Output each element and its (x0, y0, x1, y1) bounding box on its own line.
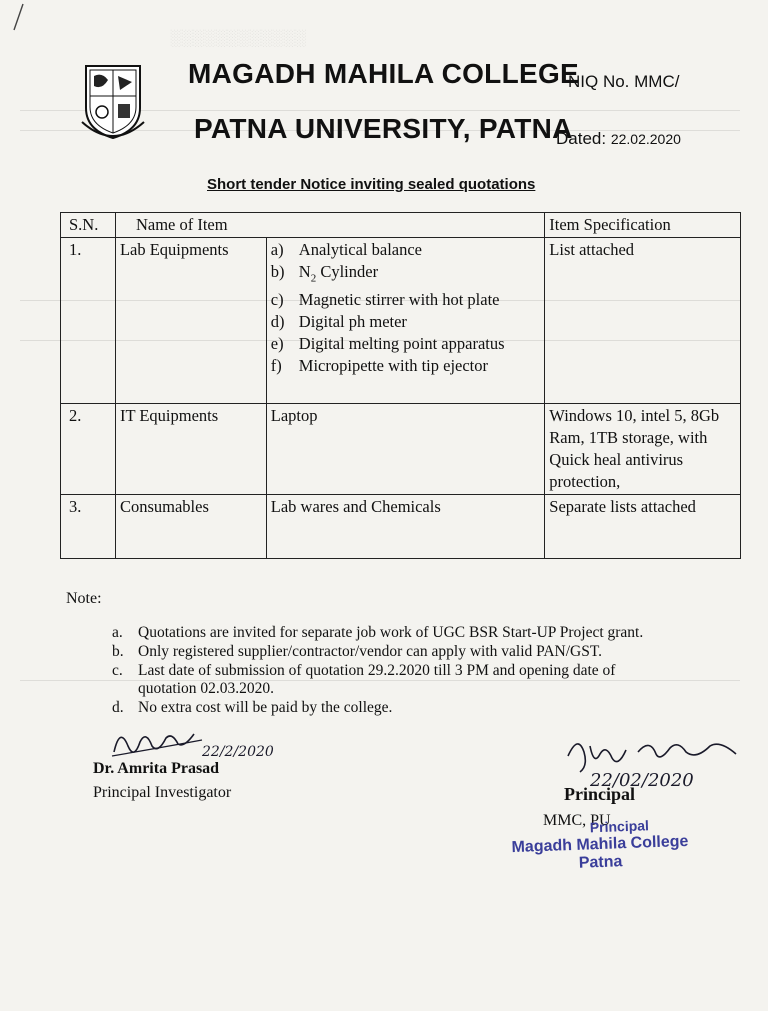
table-row (61, 404, 741, 495)
header-item-specification: Item Specification (545, 213, 741, 238)
reverse-page-bleed: ░░░░░░░░░░░░ (40, 30, 740, 930)
college-emblem-logo (80, 60, 146, 142)
dated-value: 22.02.2020 (610, 131, 681, 147)
table-row (61, 238, 741, 404)
row-item-name: Consumables (115, 495, 266, 559)
note-list (112, 624, 672, 718)
list-item: c. Last date of submission of quotation 29.2.2020 till 3 PM and opening date of quotation 02.03.2020. (112, 662, 616, 697)
signatory-left-name: Dr. Amrita Prasad (93, 760, 220, 777)
row-sn: 2. (61, 404, 116, 495)
signatory-right-title: Principal (564, 784, 635, 804)
stamp-line: Principal (589, 817, 650, 836)
row-sn: 1. (61, 238, 116, 404)
row-sn: 3. (61, 495, 116, 559)
list-item: a. Quotations are invited for separate job work of UGC BSR Start-UP Project grant. (112, 624, 644, 641)
college-name: MAGADH MAHILA COLLEGE (188, 58, 580, 89)
items-table (60, 212, 741, 559)
row-item-name: Lab Equipments (115, 238, 266, 404)
list-item: d) Digital ph meter (270, 312, 407, 332)
list-item: d. No extra cost will be paid by the college. (112, 699, 393, 716)
list-item: a) Analytical balance (270, 240, 423, 259)
dated-label: Dated: (556, 129, 607, 148)
svg-text:22/2/2020: 22/2/2020 (202, 744, 274, 760)
signatory-right-org: MMC, PU (543, 812, 611, 829)
signature-left (110, 716, 280, 766)
niq-number: NIQ No. MMC/ (568, 72, 680, 91)
list-item: e) Digital melting point apparatus (270, 334, 505, 354)
signatory-left-designation: Principal Investigator (93, 784, 232, 801)
row-spec: List attached (545, 238, 741, 404)
dated-line (556, 129, 681, 149)
list-item: c) Magnetic stirrer with hot plate (270, 290, 500, 310)
header-name-of-item: Name of Item (115, 213, 544, 238)
stamp-line: Patna (578, 853, 623, 872)
row-spec: Separate lists attached (545, 495, 741, 559)
list-item: b. Only registered supplier/contractor/vendor can apply with valid PAN/GST. (112, 643, 603, 660)
table-header-row (61, 213, 741, 238)
header-sn: S.N. (61, 213, 116, 238)
notice-heading: Short tender Notice inviting sealed quotations (207, 176, 536, 193)
note-label: Note: (66, 590, 102, 607)
stamp-line: Magadh Mahila College (511, 832, 689, 857)
table-row (61, 495, 741, 559)
list-item: b) $N_2$ Cylinder (270, 262, 379, 285)
pen-stroke-mark (10, 2, 26, 32)
principal-stamp (504, 815, 696, 876)
row-item-detail: Lab wares and Chemicals (266, 495, 545, 559)
row-spec: Windows 10, intel 5, 8Gb Ram, 1TB storage, with Quick heal antivirus protection, (545, 404, 741, 495)
row-item-list (266, 238, 545, 404)
row-item-detail: Laptop (266, 404, 545, 495)
university-name: PATNA UNIVERSITY, PATNA (194, 113, 573, 144)
row-item-name: IT Equipments (115, 404, 266, 495)
list-item: f) Micropipette with tip ejector (270, 356, 489, 376)
svg-text:22/02/2020: 22/02/2020 (590, 770, 694, 791)
